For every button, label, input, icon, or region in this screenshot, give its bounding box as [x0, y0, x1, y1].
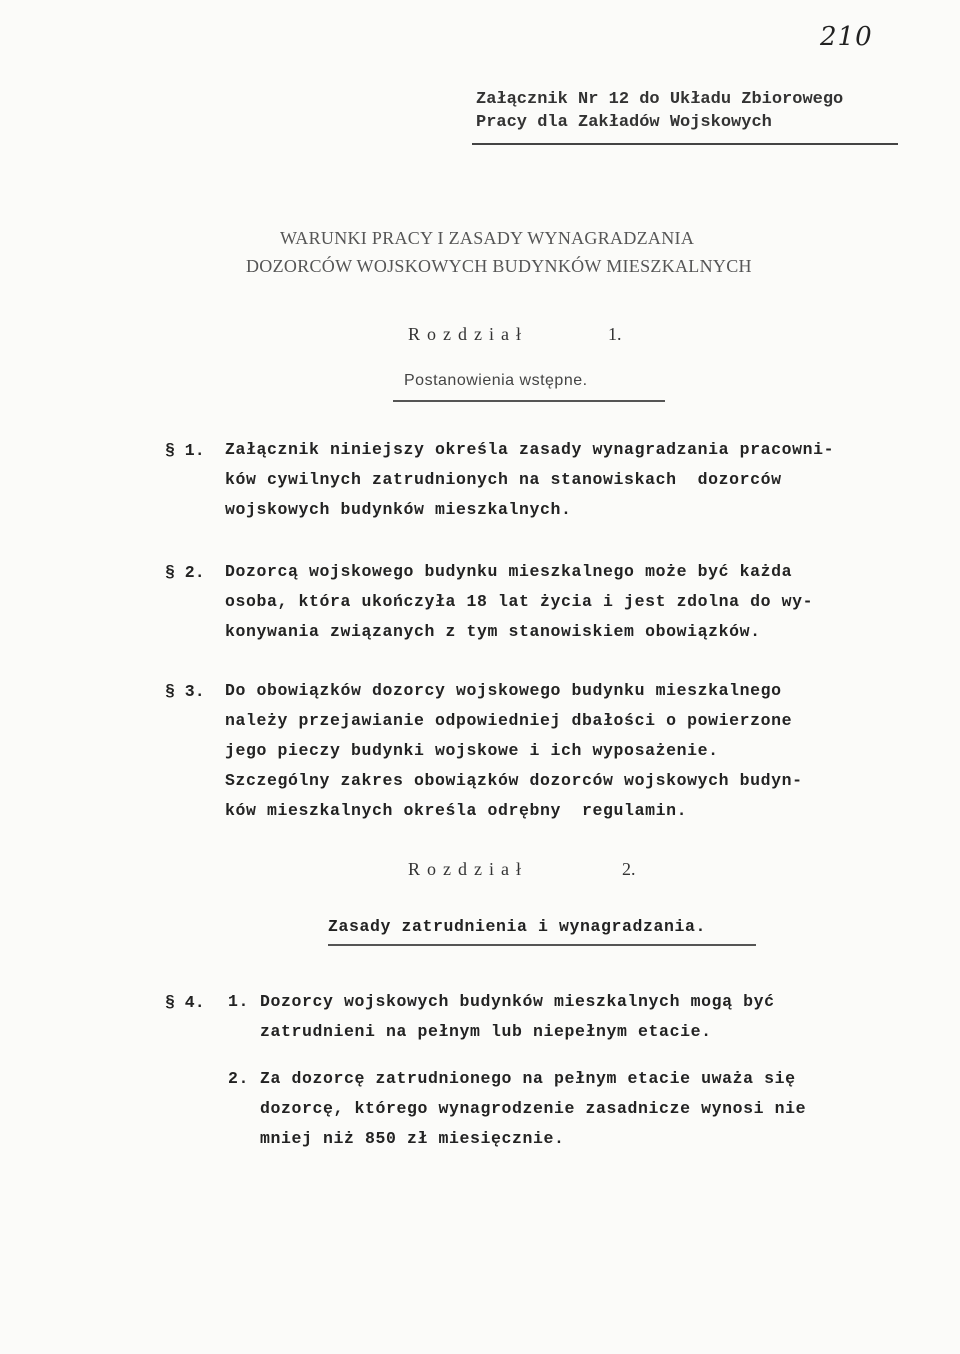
section-3-line-2: należy przejawianie odpowiedniej dbałości o powierzone	[225, 711, 793, 730]
section-2-line-3: konywania związanych z tym stanowiskiem obowiązków.	[225, 622, 761, 641]
section-4-item-1-number: 1.	[228, 992, 250, 1011]
section-4-item-1-line-2: zatrudnieni na pełnym lub niepełnym etacie.	[260, 1022, 712, 1041]
chapter-2-heading-underline	[328, 944, 756, 946]
section-4-item-2-line-3: mniej niż 850 zł miesięcznie.	[260, 1129, 565, 1148]
section-4-sign: § 4.	[165, 993, 205, 1012]
section-2-line-2: osoba, która ukończyła 18 lat życia i jest zdolna do wy-	[225, 592, 814, 611]
page-number: 210	[820, 22, 873, 52]
section-1-line-2: ków cywilnych zatrudnionych na stanowiskach dozorców	[225, 470, 782, 489]
section-3-sign: § 3.	[165, 682, 205, 701]
chapter-1-number: 1.	[608, 324, 622, 344]
section-1-sign: § 1.	[165, 441, 205, 460]
section-4-item-1-line-1: Dozorcy wojskowych budynków mieszkalnych mogą być	[260, 992, 775, 1011]
section-2-sign: § 2.	[165, 563, 205, 582]
annex-line-2: Pracy dla Zakładów Wojskowych	[476, 113, 772, 132]
section-4-item-2-number: 2.	[228, 1069, 250, 1088]
chapter-1-heading-underline	[393, 400, 665, 402]
section-3-line-1: Do obowiązków dozorcy wojskowego budynku mieszkalnego	[225, 681, 782, 700]
chapter-1-heading: Postanowienia wstępne.	[404, 372, 588, 389]
annex-line-1: Załącznik Nr 12 do Układu Zbiorowego	[476, 90, 844, 109]
section-2-line-1: Dozorcą wojskowego budynku mieszkalnego może być każda	[225, 562, 793, 581]
section-1-line-3: wojskowych budynków mieszkalnych.	[225, 500, 572, 519]
section-3-line-3: jego pieczy budynki wojskowe i ich wyposażenie.	[225, 741, 719, 760]
chapter-1-label: Rozdział	[408, 324, 528, 344]
section-1-line-1: Załącznik niniejszy określa zasady wynagradzania pracowni-	[225, 440, 835, 459]
section-3-line-4: Szczególny zakres obowiązków dozorców wojskowych budyn-	[225, 771, 803, 790]
chapter-2-heading: Zasady zatrudnienia i wynagradzania.	[328, 917, 707, 936]
chapter-2-number: 2.	[622, 859, 636, 879]
chapter-2-label: Rozdział	[408, 859, 528, 879]
annex-underline	[472, 143, 898, 145]
section-4-item-2-line-2: dozorcę, którego wynagrodzenie zasadnicze wynosi nie	[260, 1099, 807, 1118]
section-3-line-5: ków mieszkalnych określa odrębny regulamin.	[225, 801, 688, 820]
document-title-line-1: WARUNKI PRACY I ZASADY WYNAGRADZANIA	[280, 228, 695, 248]
document-title-line-2: DOZORCÓW WOJSKOWYCH BUDYNKÓW MIESZKALNYCH	[246, 256, 752, 276]
section-4-item-2-line-1: Za dozorcę zatrudnionego na pełnym etacie uważa się	[260, 1069, 796, 1088]
